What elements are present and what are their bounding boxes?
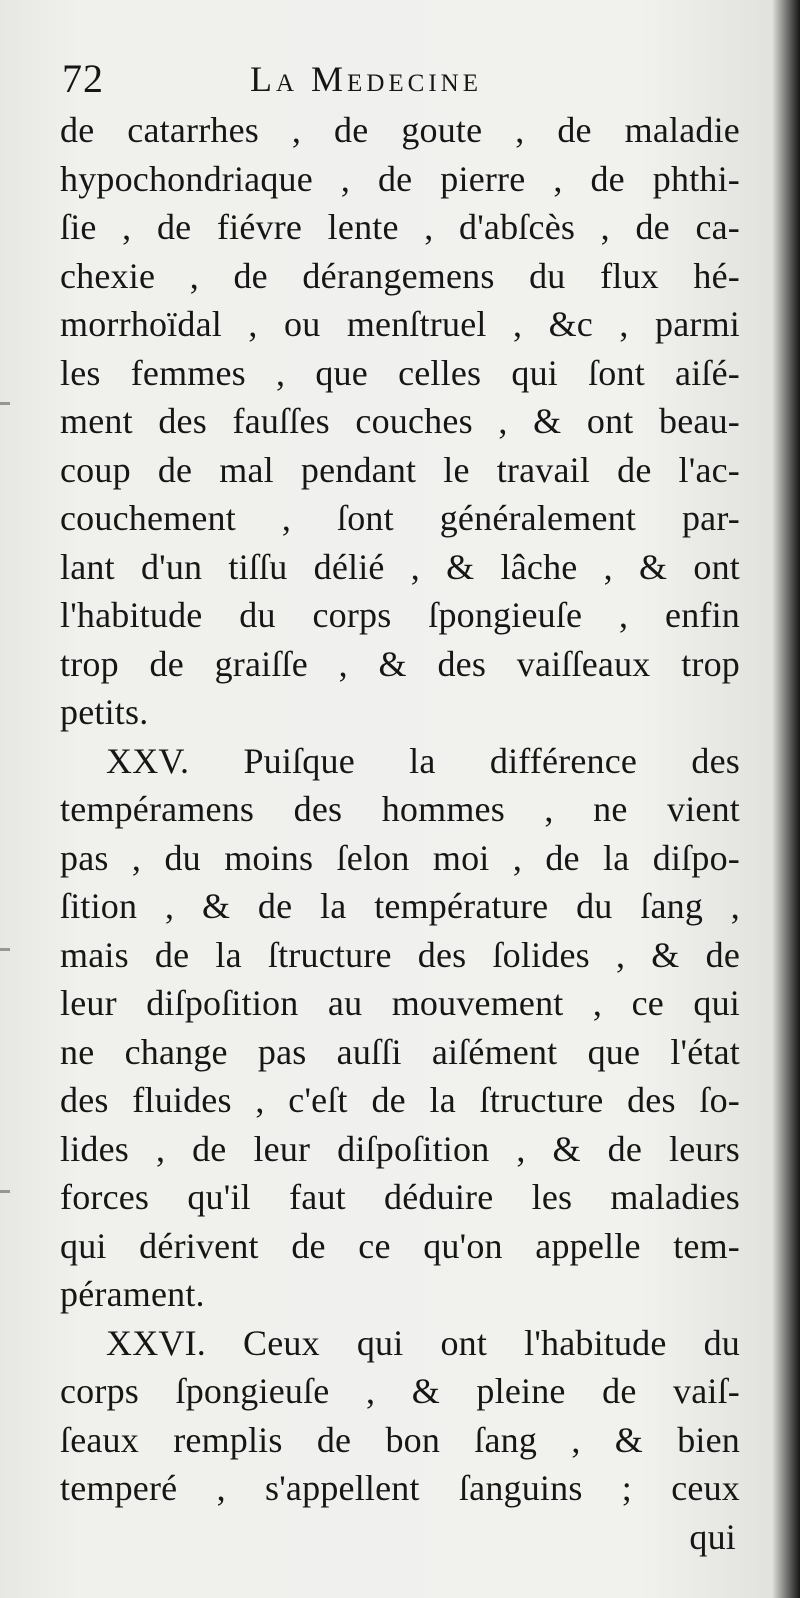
margin-mark (0, 402, 10, 405)
margin-mark (0, 1190, 10, 1193)
text-line: mais de la ſtructure des ſolides , & de (60, 934, 740, 975)
margin-mark (0, 948, 10, 951)
text-line: des fluides , c'eſt de la ſtructure des ſo- (60, 1080, 740, 1120)
text-line: coup de mal pendant le travail de l'ac- (60, 449, 740, 490)
page-header (62, 54, 582, 108)
text-line: ſie , de fiévre lente , d'abſcès , de ca- (60, 207, 740, 247)
text-line: couchement , ſont généralement par- (60, 498, 740, 538)
text-line: trop de graiſſe , & des vaiſſeaux trop (60, 643, 740, 684)
text-line: ne change pas auſſi aiſément que l'état (60, 1031, 740, 1072)
text-line: ment des fauſſes couches , & ont beau- (60, 401, 740, 441)
text-line: l'habitude du corps ſpongieuſe , enfin (60, 595, 740, 635)
running-head: La Medecine (250, 59, 482, 99)
text-line: de catarrhes , de goute , de maladie (60, 110, 740, 150)
text-line: qui dérivent de ce qu'on appelle tem- (60, 1225, 740, 1266)
catchword: qui (689, 1516, 736, 1557)
body-text (60, 106, 740, 1561)
text-line: petits. (60, 692, 149, 732)
paragraph-start-line: XXV. Puiſque la différence des (106, 740, 740, 781)
text-line: ſition , & de la température du ſang , (60, 886, 740, 926)
text-line: chexie , de dérangemens du flux hé- (60, 255, 740, 296)
text-line: hypochondriaque , de pierre , de phthi- (60, 158, 740, 199)
text-line: forces qu'il faut déduire les maladies (60, 1177, 740, 1217)
text-line: lant d'un tiſſu délié , & lâche , & ont (60, 546, 740, 587)
text-line: les femmes , que celles qui ſont aiſé- (60, 352, 740, 393)
text-line: ſeaux remplis de bon ſang , & bien (60, 1419, 740, 1460)
text-line: morrhoïdal , ou menſtruel , &c , parmi (60, 304, 740, 344)
text-line: lides , de leur diſpoſition , & de leurs (60, 1128, 740, 1169)
text-line: leur diſpoſition au mouvement , ce qui (60, 983, 740, 1023)
text-line: temperé , s'appellent ſanguins ; ceux (60, 1468, 740, 1508)
page-number: 72 (62, 56, 104, 101)
text-line: corps ſpongieuſe , & pleine de vaiſ- (60, 1371, 740, 1411)
paragraph-start-line: XXVI. Ceux qui ont l'habitude du (106, 1322, 740, 1363)
text-line: pérament. (60, 1274, 205, 1314)
text-line: tempéramens des hommes , ne vient (60, 789, 740, 829)
text-line: pas , du moins ſelon moi , de la diſpo- (60, 837, 740, 878)
page-edge-shadow (772, 0, 800, 1598)
